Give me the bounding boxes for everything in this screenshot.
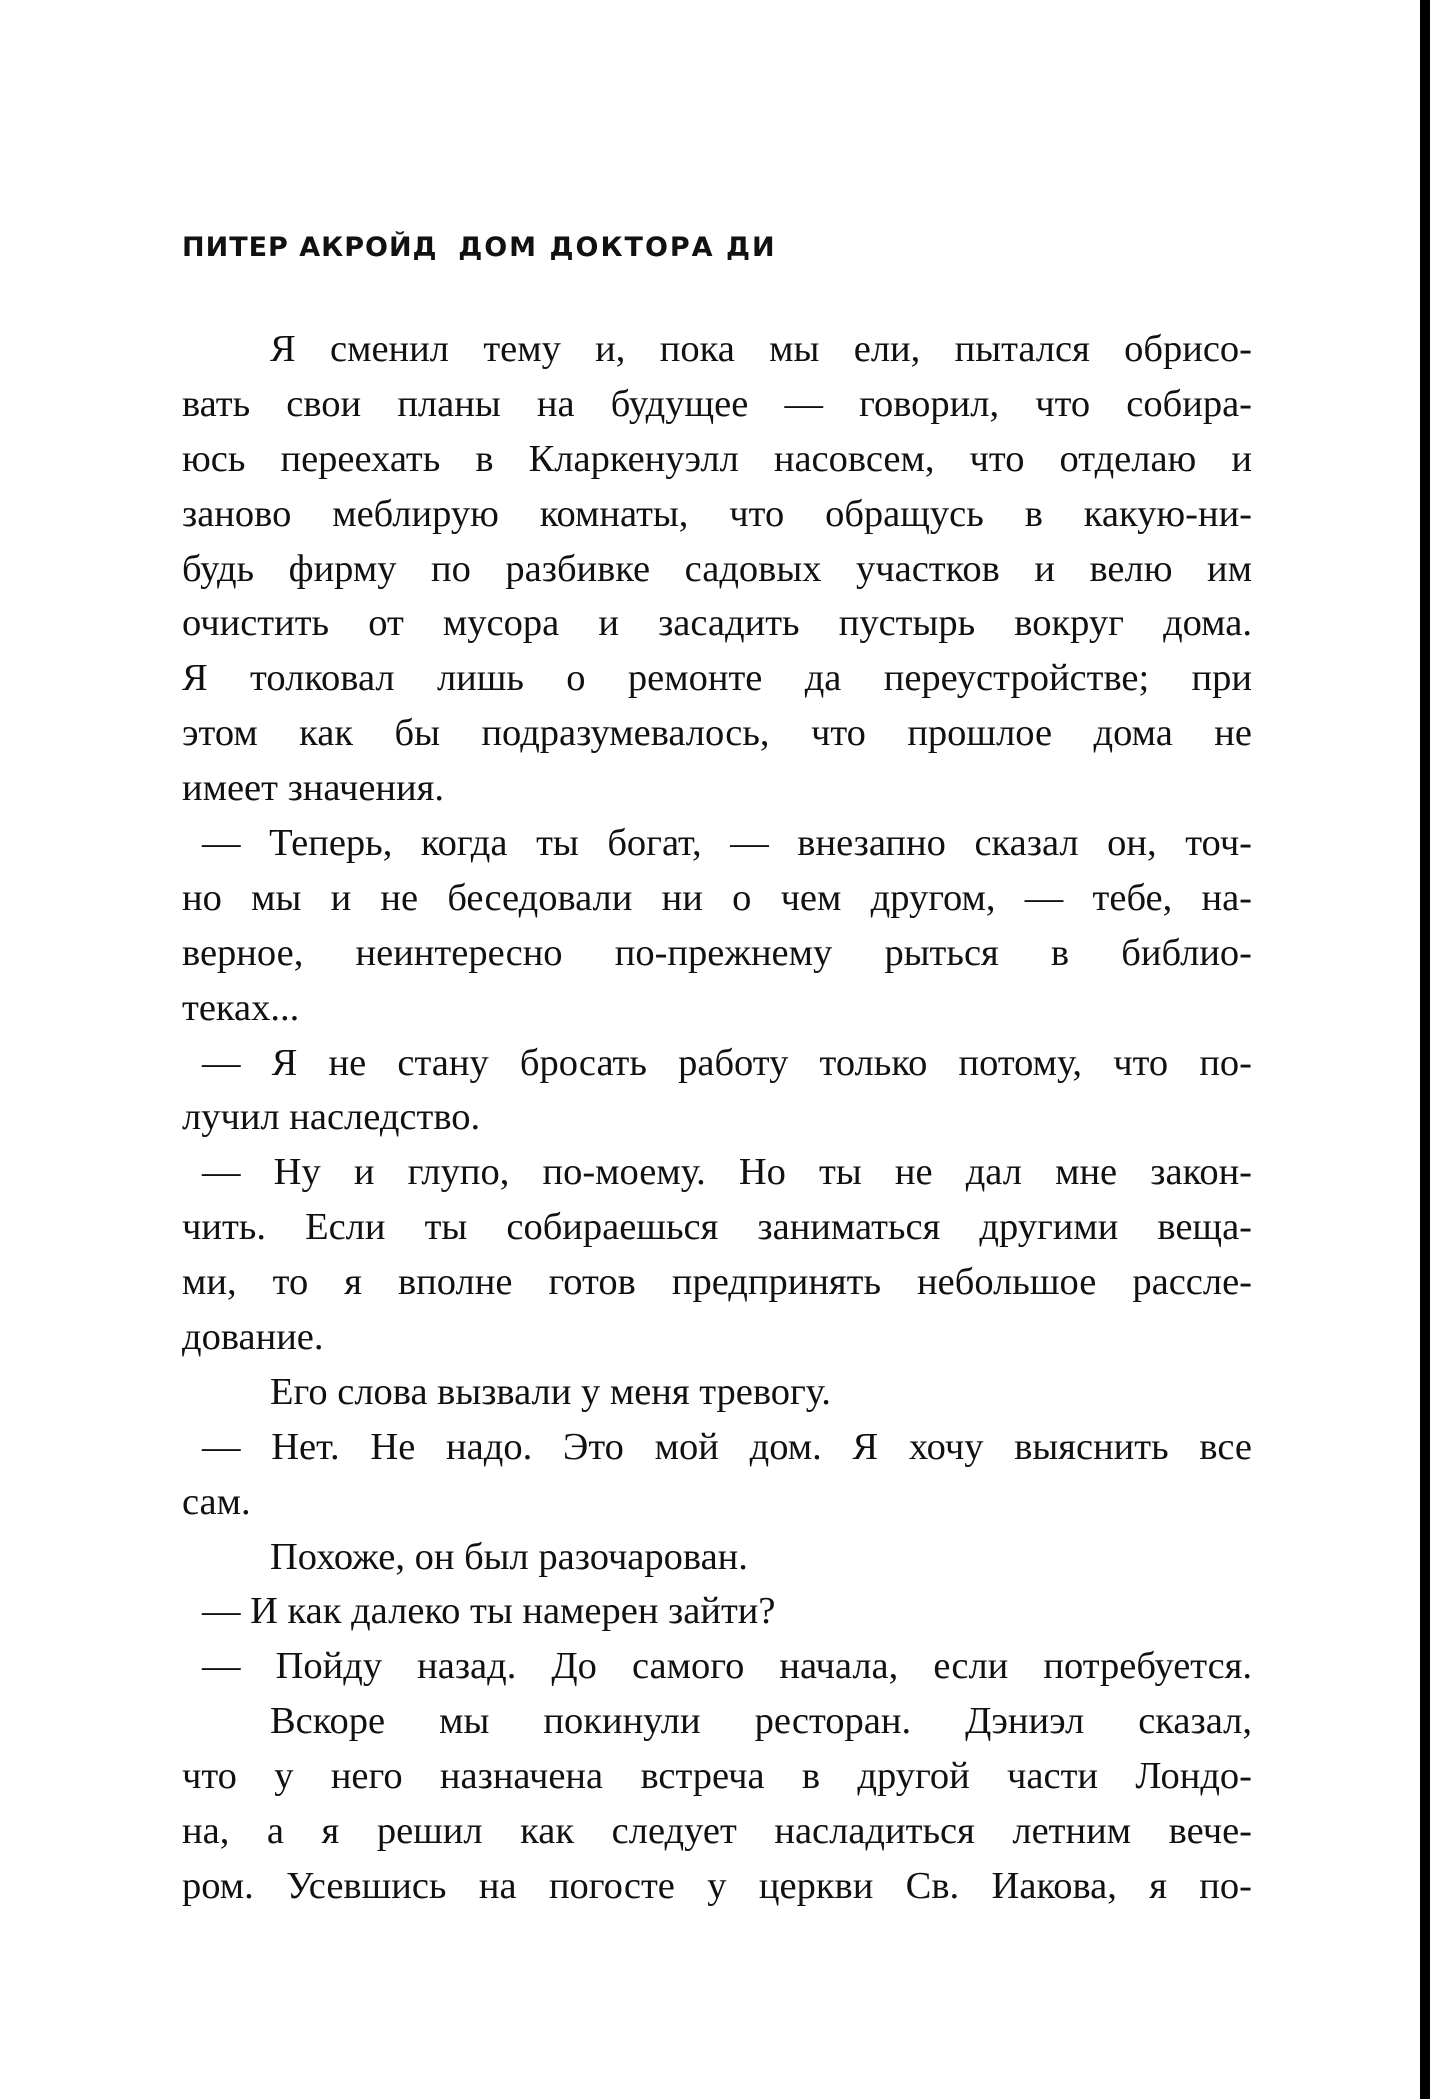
running-head [182,228,777,268]
running-head-title: ДОМ ДОКТОРА ДИ [458,232,777,263]
text-line: ром. Усевшись на погосте у церкви Св. Иакова, я по- [182,1864,1252,1907]
text-line: — Я не стану бросать работу только потому, что по- [202,1041,1252,1084]
text-line: дование. [182,1316,324,1359]
text-line: Вскоре мы покинули ресторан. Дэниэл сказал, [270,1700,1252,1743]
text-line: но мы и не беседовали ни о чем другом, — тебе, на- [182,876,1252,919]
text-line: имеет значения. [182,767,444,810]
text-line: чить. Если ты собираешься заниматься другими веща- [182,1206,1252,1249]
text-line: — И как далеко ты намерен зайти? [202,1590,776,1633]
text-line: Я толковал лишь о ремонте да переустройстве; при [182,657,1252,700]
text-line: сам. [182,1480,251,1523]
text-line: — Теперь, когда ты богат, — внезапно сказал он, точ- [202,822,1252,865]
text-line: Я сменил тему и, пока мы ели, пытался обрисо- [270,328,1252,370]
text-line: — Нет. Не надо. Это мой дом. Я хочу выяснить все [202,1425,1252,1468]
text-line: Его слова вызвали у меня тревогу. [270,1370,831,1413]
body-text [182,322,1252,1914]
text-line: верное, неинтересно по-прежнему рыться в библио- [182,931,1252,974]
text-line: вать свои планы на будущее — говорил, что собира- [182,382,1252,425]
text-line: Похоже, он был разочарован. [270,1535,748,1578]
page-edge [1420,0,1430,2099]
text-line: ми, то я вполне готов предпринять небольшое рассле- [182,1261,1252,1304]
text-line: что у него назначена встреча в другой части Лондо- [182,1755,1252,1798]
running-head-author: ПИТЕР АКРОЙД [182,232,438,263]
text-line: — Ну и глупо, по-моему. Но ты не дал мне закон- [202,1151,1252,1194]
text-line: теках... [182,986,300,1029]
text-line: на, а я решил как следует насладиться летним вече- [182,1810,1252,1853]
text-line: этом как бы подразумевалось, что прошлое дома не [182,712,1252,755]
text-line: лучил наследство. [182,1096,481,1139]
text-line: юсь переехать в Кларкенуэлл насовсем, что отделаю и [182,437,1252,480]
text-line: заново меблирую комнаты, что обращусь в какую-ни- [182,492,1252,535]
text-line: очистить от мусора и засадить пустырь вокруг дома. [182,602,1252,645]
text-line: будь фирму по разбивке садовых участков и велю им [182,547,1252,590]
text-line: — Пойду назад. До самого начала, если потребуется. [202,1645,1252,1688]
